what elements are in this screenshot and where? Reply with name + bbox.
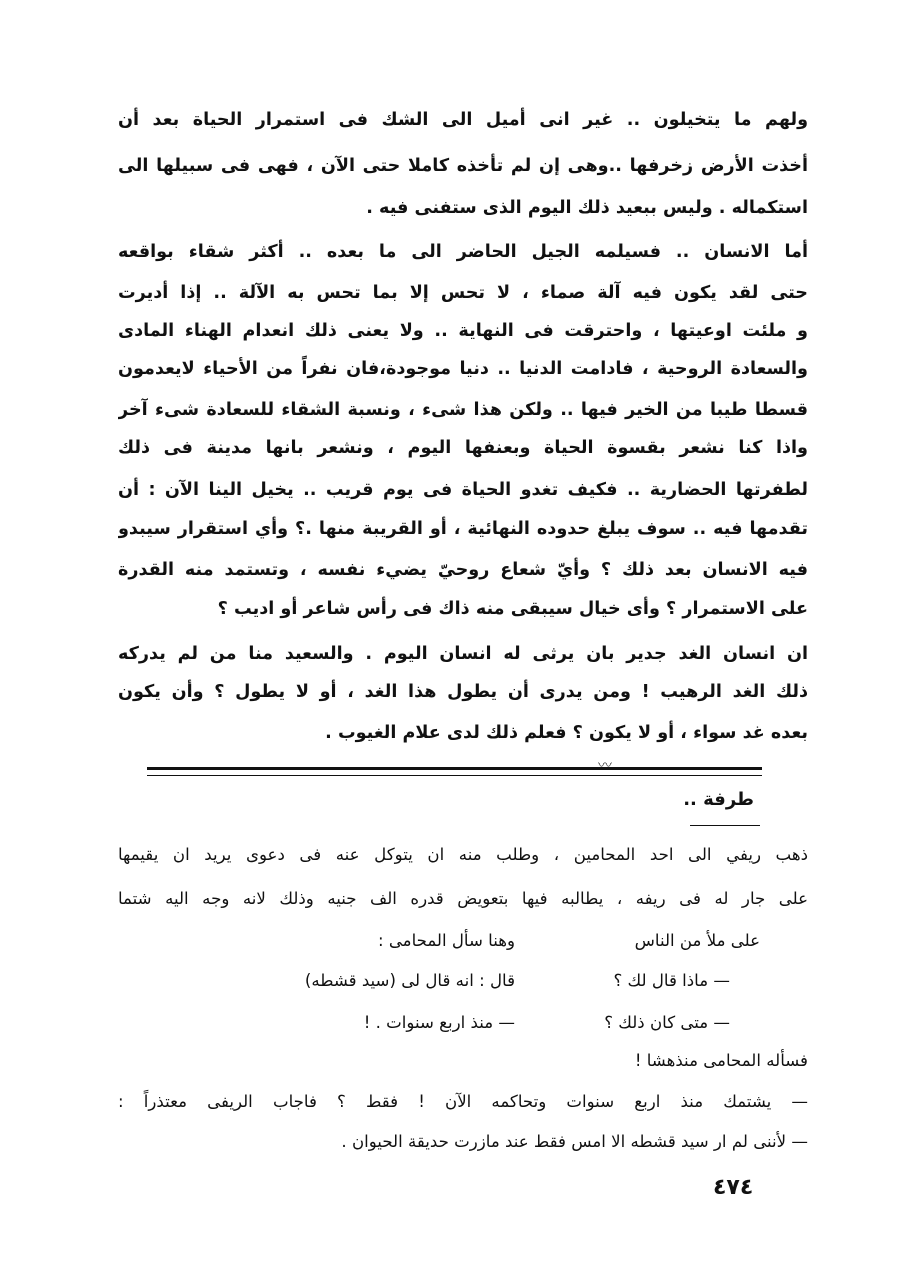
paragraph-line: استكماله . وليس ببعيد ذلك اليوم الذى ستفنى فيه . (366, 198, 808, 218)
answer: — منذ اربع سنوات . ! (363, 1013, 515, 1032)
answer: قال : انه قال لى (سيد قشطه) (304, 971, 515, 990)
paragraph-line: حتى لقد يكون فيه آلة صماء ، لا تحس إلا بما تحس به الآلة .. إذا أديرت (118, 283, 808, 303)
anecdote-line: فسأله المحامى منذهشا ! (634, 1051, 808, 1070)
paragraph-line: ان انسان الغد جدير بان يرثى له انسان اليوم . والسعيد منا من لم يدركه (118, 644, 808, 664)
anecdote-line: على جار له فى ريفه ، يطالبه فيها بتعويض قدره الف جنيه وذلك لانه وجه اليه شتما (118, 889, 808, 908)
section-divider-thin (147, 775, 762, 776)
paragraph-line: تقدمها فيه .. سوف يبلغ حدوده النهائية ، أو القريبة منها .؟ وأي استقرار سيبدو (118, 519, 808, 539)
page-number: ٤٧٤ (713, 1175, 754, 1200)
paragraph-line: ولهم ما يتخيلون .. غير انى أميل الى الشك فى استمرار الحياة بعد أن (118, 110, 808, 130)
paragraph-line: بعده غد سواء ، أو لا يكون ؟ فعلم ذلك لدى علام الغيوب . (325, 723, 808, 743)
anecdote-line: ذهب ريفي الى احد المحامين ، وطلب منه ان يتوكل عنه فى دعوى يريد ان يقيمها (118, 845, 808, 864)
anecdote-intro-end: على ملأ من الناس (634, 931, 760, 950)
paragraph-line: واذا كنا نشعر بقسوة الحياة وبعنفها اليوم ، ونشعر بانها مدينة فى ذلك (118, 438, 808, 458)
anecdote-intro-tail: وهنا سأل المحامى : (377, 931, 515, 950)
paragraph-line: أخذت الأرض زخرفها ..وهى إن لم تأخذه كاملا حتى الآن ، فهى فى سبيلها الى (118, 156, 808, 176)
divider-ornament: 〰 (598, 758, 612, 774)
paragraph-line: على الاستمرار ؟ وأى خيال سيبقى منه ذاك فى رأس شاعر أو اديب ؟ (217, 599, 808, 619)
question: — ماذا قال لك ؟ (613, 971, 730, 990)
paragraph-line: قسطا طيبا من الخير فيها .. ولكن هذا شىء ، ونسبة الشقاء للسعادة شىء آخر (118, 400, 808, 420)
paragraph-line: فيه الانسان بعد ذلك ؟ وأيّ شعاع روحيّ يضيء نفسه ، وتستمد منه القدرة (118, 560, 808, 580)
question: — متى كان ذلك ؟ (604, 1013, 730, 1032)
title-underline (690, 825, 760, 826)
paragraph-line: ذلك الغد الرهيب ! ومن يدرى أن يطول هذا الغد ، أو لا يطول ؟ وأن يكون (118, 682, 808, 702)
paragraph-line: أما الانسان .. فسيلمه الجيل الحاضر الى ما بعده .. أكثر شقاء بواقعه (118, 242, 808, 262)
anecdote-title: طرفة .. (683, 789, 754, 810)
paragraph-line: والسعادة الروحية ، فادامت الدنيا .. دنيا موجودة،فان نفراً من الأحياء لايعدمون (118, 359, 808, 379)
anecdote-line: — يشتمك منذ اربع سنوات وتحاكمه الآن ! فقط ؟ فاجاب الريفى معتذراً : (118, 1092, 808, 1111)
section-divider (147, 767, 762, 770)
paragraph-line: و ملئت اوعيتها ، واحترقت فى النهاية .. ولا يعنى ذلك انعدام الهناء المادى (118, 321, 808, 341)
paragraph-line: لطفرتها الحضارية .. فكيف تغدو الحياة فى يوم قريب .. يخيل الينا الآن : أن (118, 480, 808, 500)
anecdote-line: — لأننى لم ار سيد قشطه الا امس فقط عند مازرت حديقة الحيوان . (341, 1132, 808, 1151)
